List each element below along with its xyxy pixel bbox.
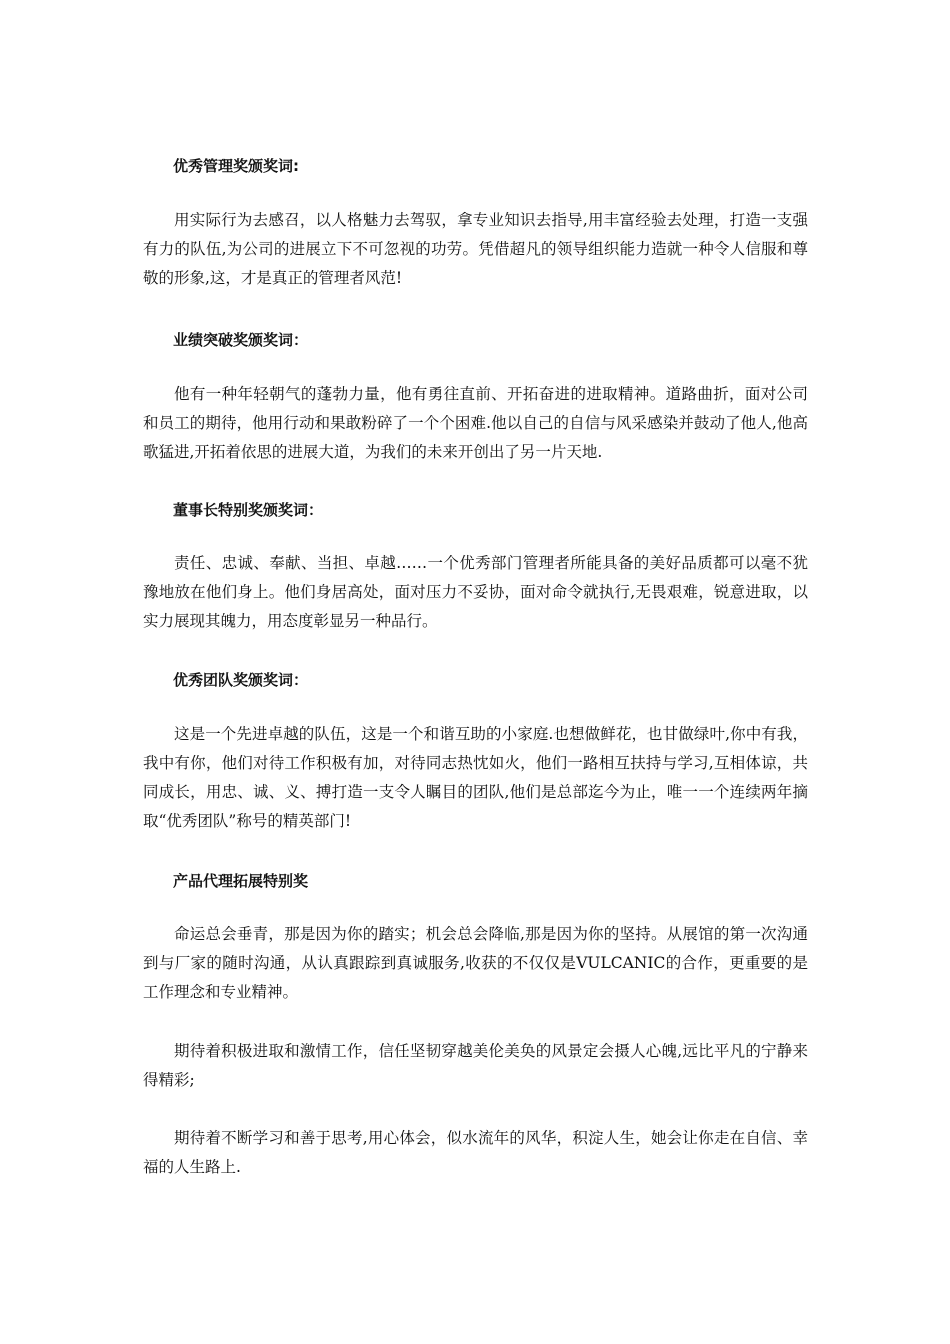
paragraph-management-award: 用实际行为去感召，以人格魅力去驾驭，拿专业知识去指导,用丰富经验去处理，打造一支强有力的队伍,为公司的进展立下不可忽视的功劳。凭借超凡的领导组织能力造就一种令人信服和尊敬的形象,这，才是真正的管理者风范! bbox=[143, 211, 808, 287]
heading-management-award: 优秀管理奖颁奖词: bbox=[173, 157, 299, 175]
heading-chairman-award: 董事长特别奖颁奖词： bbox=[173, 501, 324, 519]
paragraph-product-agency-award-3: 期待着不断学习和善于思考,用心体会，似水流年的风华，积淀人生，她会让你走在自信、幸福的人生路上. bbox=[143, 1129, 808, 1176]
paragraph-chairman-award: 责任、忠诚、奉献、当担、卓越……一个优秀部门管理者所能具备的美好品质都可以毫不犹豫地放在他们身上。他们身居高处，面对压力不妥协，面对命令就执行,无畏艰难，锐意进取，以实力展现其魄力，用态度彰显另一种品行。 bbox=[143, 554, 808, 630]
paragraph-product-agency-award-2: 期待着积极进取和激情工作，信任坚韧穿越美伦美奂的风景定会摄人心魄,远比平凡的宁静来得精彩; bbox=[143, 1042, 808, 1089]
heading-performance-award: 业绩突破奖颁奖词： bbox=[173, 331, 309, 349]
heading-product-agency-award: 产品代理拓展特别奖 bbox=[173, 872, 309, 890]
paragraph-performance-award: 他有一种年轻朝气的蓬勃力量，他有勇往直前、开拓奋进的进取精神。道路曲折，面对公司和员工的期待，他用行动和果敢粉碎了一个个困难.他以自己的自信与风采感染并鼓动了他人,他高歌猛进,开拓着依思的进展大道，为我们的未来开创出了另一片天地. bbox=[143, 385, 808, 461]
paragraph-team-award: 这是一个先进卓越的队伍，这是一个和谐互助的小家庭.也想做鲜花，也甘做绿叶,你中有我，我中有你，他们对待工作积极有加，对待同志热忱如火，他们一路相互扶持与学习,互相体谅，共同成长，用忠、诚、义、搏打造一支令人瞩目的团队,他们是总部迄今为止，唯一一个连续两年摘取“优秀团队”称号的精英部门! bbox=[143, 725, 808, 830]
heading-team-award: 优秀团队奖颁奖词： bbox=[173, 671, 309, 689]
paragraph-product-agency-award-1: 命运总会垂青，那是因为你的踏实；机会总会降临,那是因为你的坚持。从展馆的第一次沟通到与厂家的随时沟通，从认真跟踪到真诚服务,收获的不仅仅是VULCANIC的合作，更重要的是工作理念和专业精神。 bbox=[143, 925, 808, 1001]
